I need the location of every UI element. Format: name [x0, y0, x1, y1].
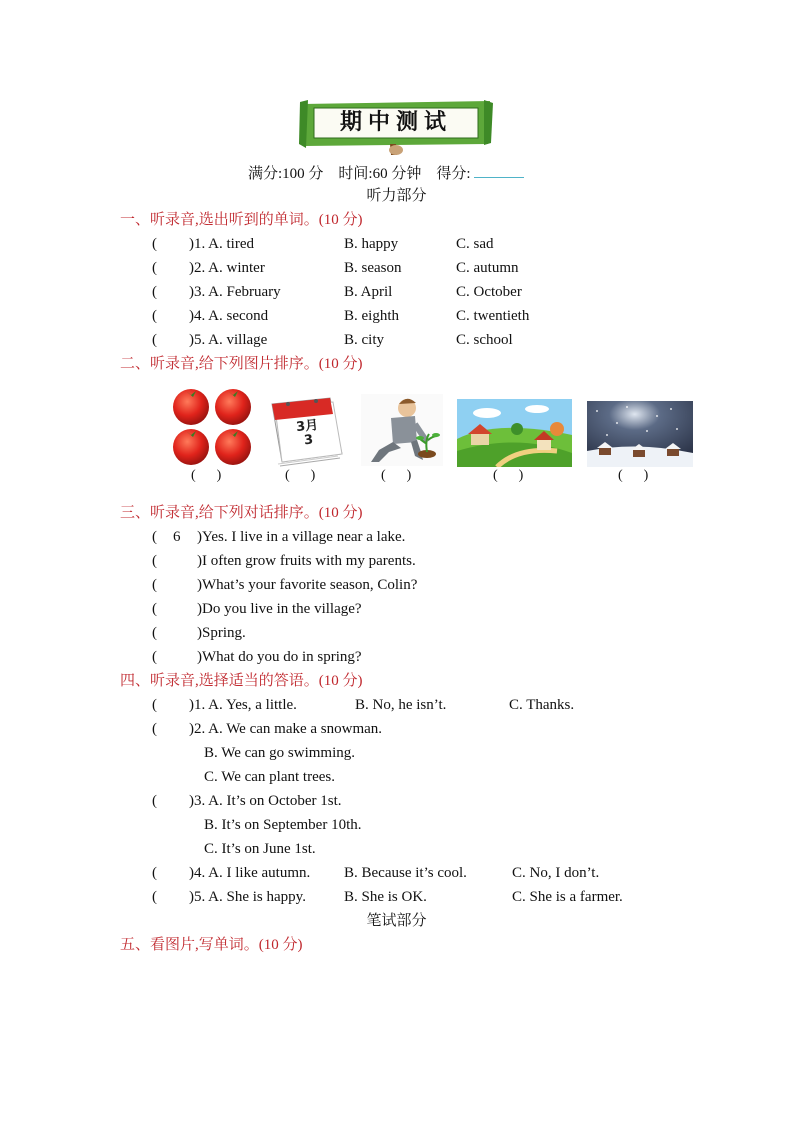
s4-q5-b: B. She is OK. [344, 889, 427, 905]
s1-q1-c: C. sad [456, 236, 494, 252]
section-4-heading: 四、听录音,选择适当的答语。(10 分) [120, 673, 363, 689]
s1-q5-b: B. city [344, 332, 384, 348]
s4-q5-a: )5. A. She is happy. [189, 889, 306, 905]
s4-q1-c: C. Thanks. [509, 697, 575, 713]
s3-line-4: )Do you live in the village? [197, 601, 362, 617]
s4-paren: ( [152, 697, 157, 713]
picture-3-answer[interactable]: ( ) [381, 468, 412, 483]
s1-q3-b: B. April [344, 284, 393, 300]
s4-q4-b: B. Because it’s cool. [344, 865, 467, 881]
title-banner [298, 98, 494, 156]
s4-q4-a: )4. A. I like autumn. [189, 865, 311, 881]
s4-q3-c: C. It’s on June 1st. [204, 841, 316, 857]
s3-paren: ( [152, 577, 157, 593]
s1-q5: )5. A. village [189, 332, 268, 348]
picture-5-answer[interactable]: ( ) [618, 468, 649, 483]
s1-q1: )1. A. tired [189, 236, 254, 252]
s1-q2-b: B. season [344, 260, 402, 276]
s1-paren: ( [152, 308, 157, 324]
s3-line-1: )Yes. I live in a village near a lake. [197, 529, 406, 545]
s1-paren: ( [152, 260, 157, 276]
winter-picture [587, 401, 693, 472]
score-blank[interactable] [474, 163, 524, 178]
s3-paren: ( [152, 625, 157, 641]
section-3-heading: 三、听录音,给下列对话排序。(10 分) [120, 505, 363, 521]
s1-q4-b: B. eighth [344, 308, 399, 324]
s1-paren: ( [152, 332, 157, 348]
picture-1-answer[interactable]: ( ) [191, 468, 222, 483]
s1-q4: )4. A. second [189, 308, 269, 324]
s3-paren: ( [152, 553, 157, 569]
section-5-heading: 五、看图片,写单词。(10 分) [120, 937, 303, 953]
calendar-date-text: 3月 3 [295, 417, 319, 449]
s3-line-5: )Spring. [197, 625, 246, 641]
time-limit: 时间:60 分钟 [338, 166, 422, 182]
planting-picture [361, 394, 443, 471]
writing-part-title: 笔试部分 [366, 913, 427, 929]
village-picture [457, 399, 572, 472]
section-1-heading: 一、听录音,选出听到的单词。(10 分) [120, 212, 363, 228]
score-label: 得分: [436, 166, 471, 182]
picture-2-answer[interactable]: ( ) [285, 468, 316, 483]
s4-paren: ( [152, 865, 157, 881]
s4-q1-b: B. No, he isn’t. [355, 697, 447, 713]
picture-4-answer[interactable]: ( ) [493, 468, 524, 483]
s4-q4-c: C. No, I don’t. [512, 865, 600, 881]
s3-answer[interactable]: 6 [173, 529, 181, 545]
s4-paren: ( [152, 889, 157, 905]
s4-q3-b: B. It’s on September 10th. [204, 817, 362, 833]
s1-q3-c: C. October [456, 284, 522, 300]
page-title: 期中测试 [339, 110, 452, 135]
s3-line-6: )What do you do in spring? [197, 649, 362, 665]
s4-q2-c: C. We can plant trees. [204, 769, 335, 785]
listening-part-title: 听力部分 [366, 188, 427, 204]
s1-q2: )2. A. winter [189, 260, 265, 276]
s1-q1-b: B. happy [344, 236, 399, 252]
full-marks: 满分:100 分 [248, 166, 324, 182]
s4-q2-b: B. We can go swimming. [204, 745, 356, 761]
s3-line-3: )What’s your favorite season, Colin? [197, 577, 418, 593]
s1-q2-c: C. autumn [456, 260, 519, 276]
info-line [248, 163, 524, 184]
calendar-picture [266, 390, 346, 475]
s1-paren: ( [152, 284, 157, 300]
s4-q5-c: C. She is a farmer. [512, 889, 623, 905]
section-2-heading: 二、听录音,给下列图片排序。(10 分) [120, 356, 363, 372]
s1-paren: ( [152, 236, 157, 252]
s4-q2-a: )2. A. We can make a snowman. [189, 721, 383, 737]
s4-paren: ( [152, 793, 157, 809]
s1-q4-c: C. twentieth [456, 308, 530, 324]
s4-q3-a: )3. A. It’s on October 1st. [189, 793, 342, 809]
s1-q5-c: C. school [456, 332, 513, 348]
s4-q1-a: )1. A. Yes, a little. [189, 697, 297, 713]
s1-q3: )3. A. February [189, 284, 281, 300]
s4-paren: ( [152, 721, 157, 737]
tomatoes-picture [170, 386, 254, 473]
s3-paren: ( [152, 601, 157, 617]
s3-paren: ( [152, 529, 157, 545]
s3-paren: ( [152, 649, 157, 665]
s3-line-2: )I often grow fruits with my parents. [197, 553, 416, 569]
